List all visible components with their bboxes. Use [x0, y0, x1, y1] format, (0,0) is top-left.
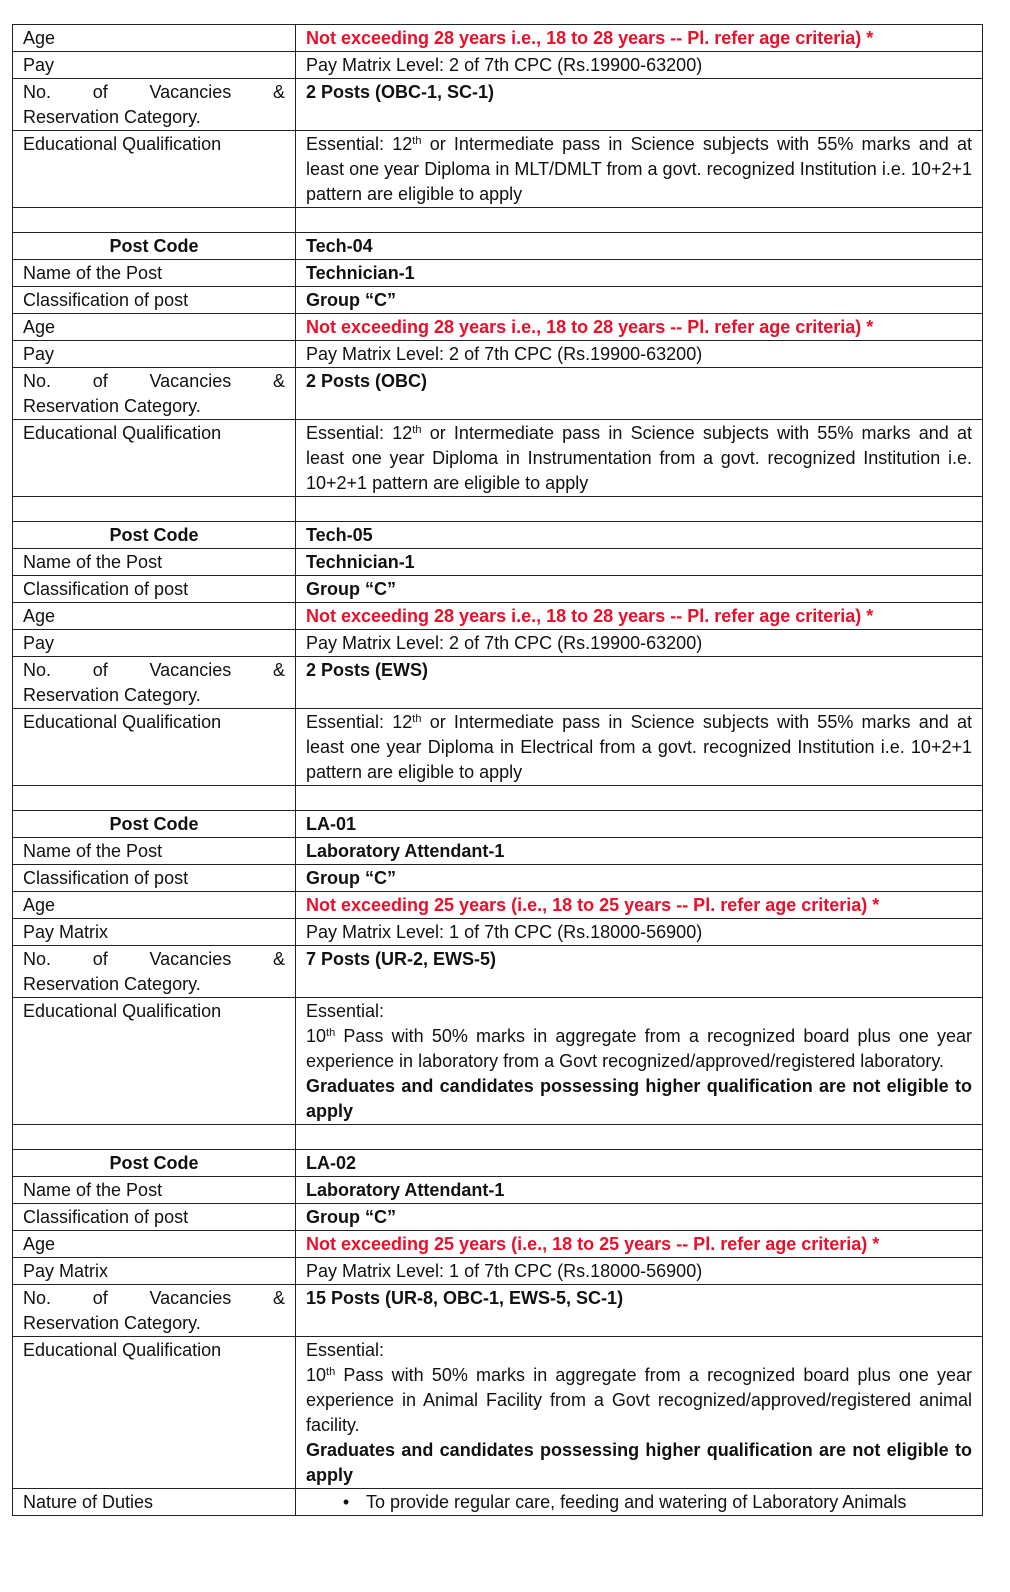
not-eligible-note: Graduates and candidates possessing higher qualification are not eligible to apply — [306, 1076, 972, 1121]
table-row — [13, 1258, 983, 1285]
education-value: Essential: 12th or Intermediate pass in Science subjects with 55% marks and at least one year Diploma in Electrical from a govt. recognized Institution i.e. 10+2+1 pattern are eligible to apply — [296, 709, 983, 786]
table-row — [13, 368, 983, 420]
classification-value: Group “C” — [296, 1204, 983, 1231]
vacancies-label-line2: Reservation Category. — [23, 685, 201, 705]
vacancies-value: 7 Posts (UR-2, EWS-5) — [296, 946, 983, 998]
table-row — [13, 52, 983, 79]
education-value: Essential: 12th or Intermediate pass in Science subjects with 55% marks and at least one year Diploma in Instrumentation from a govt. recognized Institution i.e. 10+2+1 pattern are eligible to apply — [296, 420, 983, 497]
education-value — [296, 998, 983, 1125]
post-code-value: LA-02 — [296, 1150, 983, 1177]
vacancies-label — [13, 368, 296, 420]
table-row — [13, 630, 983, 657]
table-row — [13, 420, 983, 497]
spacer-row — [13, 1125, 983, 1150]
table-row — [13, 1285, 983, 1337]
table-row — [13, 522, 983, 549]
table-row — [13, 233, 983, 260]
post-code-label: Post Code — [13, 522, 296, 549]
table-row — [13, 1337, 983, 1489]
education-label: Educational Qualification — [13, 709, 296, 786]
vacancies-label — [13, 946, 296, 998]
education-text: 10th Pass with 50% marks in aggregate from a recognized board plus one year experience in Animal Facility from a Govt recognized/approved/registered animal facility. — [306, 1365, 972, 1435]
age-label: Age — [13, 25, 296, 52]
classification-label: Classification of post — [13, 287, 296, 314]
age-value: Not exceeding 28 years i.e., 18 to 28 years -- Pl. refer age criteria) * — [296, 314, 983, 341]
vacancies-label-line1: No. of Vacancies & — [23, 82, 285, 102]
table-row — [13, 865, 983, 892]
duty-text: To provide regular care, feeding and watering of Laboratory Animals — [366, 1492, 907, 1512]
table-row — [13, 1150, 983, 1177]
recruitment-details-table — [12, 24, 983, 1516]
spacer-row — [13, 786, 983, 811]
post-name-value: Laboratory Attendant-1 — [296, 838, 983, 865]
table-row — [13, 576, 983, 603]
post-name-label: Name of the Post — [13, 1177, 296, 1204]
pay-matrix-label: Pay Matrix — [13, 919, 296, 946]
table-row — [13, 260, 983, 287]
age-value: Not exceeding 28 years i.e., 18 to 28 years -- Pl. refer age criteria) * — [296, 25, 983, 52]
vacancies-label — [13, 657, 296, 709]
table-row — [13, 79, 983, 131]
education-value — [296, 1337, 983, 1489]
classification-label: Classification of post — [13, 865, 296, 892]
vacancies-label-line1: No. of Vacancies & — [23, 1288, 285, 1308]
table-row — [13, 998, 983, 1125]
bullet-icon: • — [342, 1492, 350, 1512]
table-row — [13, 131, 983, 208]
post-code-label: Post Code — [13, 811, 296, 838]
age-label: Age — [13, 603, 296, 630]
table-row — [13, 838, 983, 865]
age-label: Age — [13, 1231, 296, 1258]
classification-value: Group “C” — [296, 865, 983, 892]
table-row — [13, 287, 983, 314]
vacancies-value: 2 Posts (EWS) — [296, 657, 983, 709]
table-row — [13, 1231, 983, 1258]
vacancies-label-line1: No. of Vacancies & — [23, 949, 285, 969]
vacancies-value: 2 Posts (OBC) — [296, 368, 983, 420]
table-row — [13, 811, 983, 838]
vacancies-label-line2: Reservation Category. — [23, 396, 201, 416]
vacancies-label-line2: Reservation Category. — [23, 107, 201, 127]
table-row — [13, 1177, 983, 1204]
age-value: Not exceeding 25 years (i.e., 18 to 25 years -- Pl. refer age criteria) * — [296, 892, 983, 919]
table-row — [13, 709, 983, 786]
pay-value: Pay Matrix Level: 2 of 7th CPC (Rs.19900-63200) — [296, 630, 983, 657]
education-label: Educational Qualification — [13, 131, 296, 208]
education-label: Educational Qualification — [13, 998, 296, 1125]
table-row — [13, 314, 983, 341]
post-code-label: Post Code — [13, 233, 296, 260]
post-name-value: Laboratory Attendant-1 — [296, 1177, 983, 1204]
duties-value — [296, 1489, 983, 1516]
essential-heading: Essential: — [306, 1340, 385, 1360]
age-value: Not exceeding 28 years i.e., 18 to 28 years -- Pl. refer age criteria) * — [296, 603, 983, 630]
vacancies-label-line2: Reservation Category. — [23, 974, 201, 994]
vacancies-label — [13, 79, 296, 131]
post-name-value: Technician-1 — [296, 549, 983, 576]
post-code-label: Post Code — [13, 1150, 296, 1177]
classification-value: Group “C” — [296, 287, 983, 314]
classification-label: Classification of post — [13, 576, 296, 603]
age-label: Age — [13, 314, 296, 341]
spacer-row — [13, 497, 983, 522]
post-code-value: Tech-05 — [296, 522, 983, 549]
essential-heading: Essential: — [306, 1001, 385, 1021]
vacancies-label-line1: No. of Vacancies & — [23, 660, 285, 680]
not-eligible-note: Graduates and candidates possessing higher qualification are not eligible to apply — [306, 1440, 972, 1485]
age-label: Age — [13, 892, 296, 919]
post-code-value: LA-01 — [296, 811, 983, 838]
pay-label: Pay — [13, 630, 296, 657]
post-name-value: Technician-1 — [296, 260, 983, 287]
table-row — [13, 549, 983, 576]
table-row — [13, 919, 983, 946]
pay-matrix-label: Pay Matrix — [13, 1258, 296, 1285]
table-row — [13, 25, 983, 52]
table-row — [13, 892, 983, 919]
education-label: Educational Qualification — [13, 420, 296, 497]
vacancies-value: 15 Posts (UR-8, OBC-1, EWS-5, SC-1) — [296, 1285, 983, 1337]
pay-value: Pay Matrix Level: 2 of 7th CPC (Rs.19900-63200) — [296, 52, 983, 79]
classification-value: Group “C” — [296, 576, 983, 603]
pay-label: Pay — [13, 52, 296, 79]
vacancies-value: 2 Posts (OBC-1, SC-1) — [296, 79, 983, 131]
vacancies-label — [13, 1285, 296, 1337]
pay-label: Pay — [13, 341, 296, 368]
vacancies-label-line1: No. of Vacancies & — [23, 371, 285, 391]
post-name-label: Name of the Post — [13, 260, 296, 287]
table-row — [13, 603, 983, 630]
table-row — [13, 946, 983, 998]
table-row — [13, 657, 983, 709]
education-text: 10th Pass with 50% marks in aggregate from a recognized board plus one year experience in laboratory from a Govt recognized/approved/registered laboratory. — [306, 1026, 972, 1071]
vacancies-label-line2: Reservation Category. — [23, 1313, 201, 1333]
table-row — [13, 1489, 983, 1516]
post-name-label: Name of the Post — [13, 549, 296, 576]
education-value: Essential: 12th or Intermediate pass in Science subjects with 55% marks and at least one year Diploma in MLT/DMLT from a govt. recognized Institution i.e. 10+2+1 pattern are eligible to apply — [296, 131, 983, 208]
pay-value: Pay Matrix Level: 1 of 7th CPC (Rs.18000-56900) — [296, 1258, 983, 1285]
spacer-row — [13, 208, 983, 233]
post-name-label: Name of the Post — [13, 838, 296, 865]
pay-value: Pay Matrix Level: 2 of 7th CPC (Rs.19900-63200) — [296, 341, 983, 368]
duties-label: Nature of Duties — [13, 1489, 296, 1516]
classification-label: Classification of post — [13, 1204, 296, 1231]
table-row — [13, 1204, 983, 1231]
table-row — [13, 341, 983, 368]
education-label: Educational Qualification — [13, 1337, 296, 1489]
pay-value: Pay Matrix Level: 1 of 7th CPC (Rs.18000-56900) — [296, 919, 983, 946]
age-value: Not exceeding 25 years (i.e., 18 to 25 years -- Pl. refer age criteria) * — [296, 1231, 983, 1258]
post-code-value: Tech-04 — [296, 233, 983, 260]
